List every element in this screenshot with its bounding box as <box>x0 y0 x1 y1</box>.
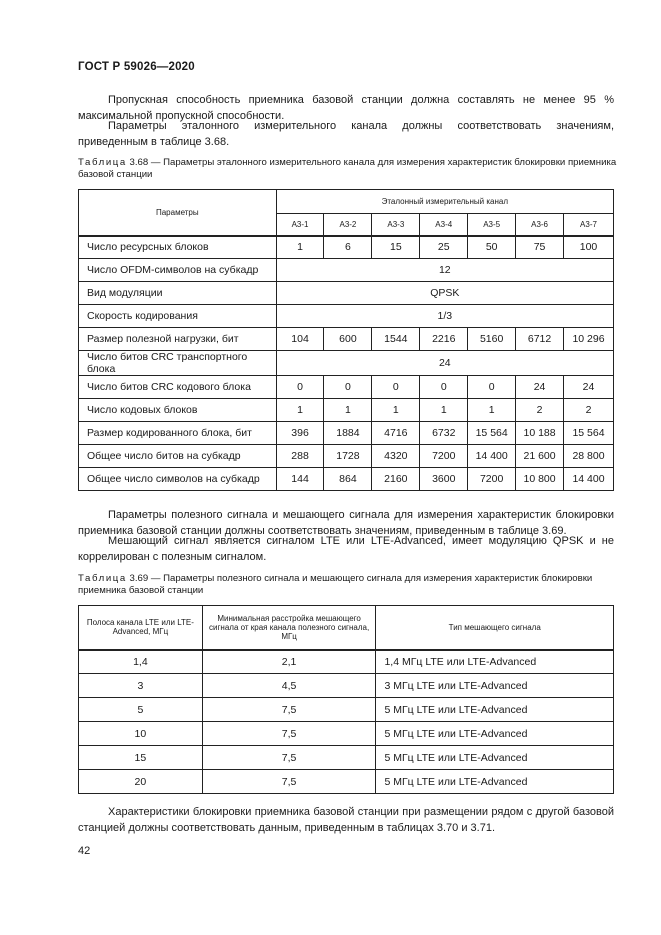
table-cell: 0 <box>372 376 420 399</box>
table-cell: 1 <box>420 399 468 422</box>
table-cell: 14 400 <box>564 468 614 491</box>
table-row <box>79 468 614 491</box>
interfering-signal-table <box>78 605 614 794</box>
table-3-68-caption: Таблица 3.68 — Параметры эталонного измерительного канала для измерения характеристик блокировки приемника базовой станции <box>78 157 617 180</box>
table-cell: 4320 <box>372 445 420 468</box>
table-cell: 100 <box>564 236 614 259</box>
table-cell: 7,5 <box>202 722 376 746</box>
table-cell: 21 600 <box>516 445 564 468</box>
table-cell: 2,1 <box>202 650 376 674</box>
table-cell: 15 564 <box>564 422 614 445</box>
table-cell: 14 400 <box>468 445 516 468</box>
table-cell: 15 <box>79 746 203 770</box>
table-cell: 1 <box>276 236 324 259</box>
table-cell: 6712 <box>516 328 564 351</box>
table-row <box>79 376 614 399</box>
paragraph-throughput: Пропускная способность приемника базовой станции должна составлять не менее 95 % максимальной пропускной способности. <box>78 94 614 122</box>
min-offset-header: Минимальная расстройка мешающего сигнала от края канала полезного сигнала, МГц <box>202 606 376 650</box>
table-cell: 5 МГц LTE или LTE-Advanced <box>376 746 614 770</box>
merged-cell: 12 <box>276 259 613 282</box>
row-label: Вид модуляции <box>79 282 277 305</box>
table-cell: 5 МГц LTE или LTE-Advanced <box>376 722 614 746</box>
column-header: А3-7 <box>564 214 614 236</box>
page-number: 42 <box>78 845 91 857</box>
table-row <box>79 722 614 746</box>
table-cell: 4,5 <box>202 674 376 698</box>
table-cell: 600 <box>324 328 372 351</box>
paragraph-useful-signal: Параметры полезного сигнала и мешающего сигнала для измерения характеристик блокировки приемника базовой станции должны соответствовать значениям, приведенным в таблице 3.69. <box>78 509 614 537</box>
table-cell: 7,5 <box>202 698 376 722</box>
table-cell: 15 564 <box>468 422 516 445</box>
merged-cell: 1/3 <box>276 305 613 328</box>
table-cell: 0 <box>324 376 372 399</box>
column-header: А3-4 <box>420 214 468 236</box>
table-cell: 3600 <box>420 468 468 491</box>
table-3-69-caption: Таблица 3.69 — Параметры полезного сигнала и мешающего сигнала для измерения характеристик блокировки приемника базовой станции <box>78 573 593 596</box>
row-label: Размер полезной нагрузки, бит <box>79 328 277 351</box>
table-cell: 0 <box>276 376 324 399</box>
table-row <box>79 259 614 282</box>
row-label: Общее число битов на субкадр <box>79 445 277 468</box>
table-row <box>79 650 614 674</box>
table-cell: 10 <box>79 722 203 746</box>
column-header: А3-5 <box>468 214 516 236</box>
channel-bandwidth-header: Полоса канала LTE или LTE-Advanced, МГц <box>79 606 203 650</box>
table-cell: 104 <box>276 328 324 351</box>
table-cell: 20 <box>79 770 203 794</box>
table-cell: 6 <box>324 236 372 259</box>
table-cell: 1,4 <box>79 650 203 674</box>
table-cell: 50 <box>468 236 516 259</box>
table-cell: 1 <box>324 399 372 422</box>
table-cell: 7,5 <box>202 746 376 770</box>
table-cell: 7,5 <box>202 770 376 794</box>
column-header: А3-2 <box>324 214 372 236</box>
table-cell: 2160 <box>372 468 420 491</box>
merged-cell: 24 <box>276 351 613 376</box>
table-cell: 1 <box>372 399 420 422</box>
table-cell: 1 <box>276 399 324 422</box>
row-label: Число битов CRC транспортного блока <box>79 351 277 376</box>
table-cell: 0 <box>468 376 516 399</box>
table-cell: 1544 <box>372 328 420 351</box>
table-row <box>79 351 614 376</box>
table-cell: 288 <box>276 445 324 468</box>
table-cell: 24 <box>564 376 614 399</box>
row-label: Общее число символов на субкадр <box>79 468 277 491</box>
table-cell: 24 <box>516 376 564 399</box>
table-cell: 28 800 <box>564 445 614 468</box>
paragraph-colocated-blocking: Характеристики блокировки приемника базовой станции при размещении рядом с другой базовой станцией должны соответствовать данным, приведенным в таблицах 3.70 и 3.71. <box>78 806 614 834</box>
table-cell: 2216 <box>420 328 468 351</box>
table-cell: 7200 <box>420 445 468 468</box>
table-cell: 864 <box>324 468 372 491</box>
row-label: Скорость кодирования <box>79 305 277 328</box>
table-cell: 5 <box>79 698 203 722</box>
params-header: Параметры <box>79 190 277 236</box>
column-header: А3-6 <box>516 214 564 236</box>
table-cell: 5 МГц LTE или LTE-Advanced <box>376 698 614 722</box>
table-cell: 396 <box>276 422 324 445</box>
table-cell: 10 296 <box>564 328 614 351</box>
table-cell: 1728 <box>324 445 372 468</box>
table-row <box>79 698 614 722</box>
table-cell: 1884 <box>324 422 372 445</box>
reference-channel-table <box>78 189 614 491</box>
table-cell: 3 <box>79 674 203 698</box>
table-row <box>79 328 614 351</box>
interferer-type-header: Тип мешающего сигнала <box>376 606 614 650</box>
row-label: Число ресурсных блоков <box>79 236 277 259</box>
paragraph-interfering-signal: Мешающий сигнал является сигналом LTE или LTE-Advanced, имеет модуляцию QPSK и не коррелирован с полезным сигналом. <box>78 535 614 563</box>
table-row <box>79 770 614 794</box>
table-cell: 25 <box>420 236 468 259</box>
table-cell: 2 <box>564 399 614 422</box>
paragraph-reference-channel: Параметры эталонного измерительного канала должны соответствовать значениям, приведенным в таблице 3.68. <box>78 120 614 148</box>
table-row <box>79 445 614 468</box>
table-cell: 5 МГц LTE или LTE-Advanced <box>376 770 614 794</box>
table-cell: 0 <box>420 376 468 399</box>
table-row <box>79 305 614 328</box>
table-row <box>79 236 614 259</box>
table-cell: 6732 <box>420 422 468 445</box>
table-cell: 4716 <box>372 422 420 445</box>
table-cell: 144 <box>276 468 324 491</box>
document-id: ГОСТ Р 59026—2020 <box>78 61 195 73</box>
table-row <box>79 422 614 445</box>
table-row <box>79 399 614 422</box>
table-cell: 75 <box>516 236 564 259</box>
column-header: А3-1 <box>276 214 324 236</box>
table-cell: 1,4 МГц LTE или LTE-Advanced <box>376 650 614 674</box>
row-label: Размер кодированного блока, бит <box>79 422 277 445</box>
table-cell: 10 800 <box>516 468 564 491</box>
reference-channel-header: Эталонный измерительный канал <box>276 190 613 214</box>
table-cell: 7200 <box>468 468 516 491</box>
row-label: Число OFDM-символов на субкадр <box>79 259 277 282</box>
table-cell: 3 МГц LTE или LTE-Advanced <box>376 674 614 698</box>
table-row <box>79 746 614 770</box>
table-row <box>79 674 614 698</box>
table-cell: 2 <box>516 399 564 422</box>
row-label: Число битов CRC кодового блока <box>79 376 277 399</box>
row-label: Число кодовых блоков <box>79 399 277 422</box>
table-cell: 15 <box>372 236 420 259</box>
table-row <box>79 282 614 305</box>
table-cell: 10 188 <box>516 422 564 445</box>
table-cell: 5160 <box>468 328 516 351</box>
column-header: А3-3 <box>372 214 420 236</box>
merged-cell: QPSK <box>276 282 613 305</box>
table-cell: 1 <box>468 399 516 422</box>
